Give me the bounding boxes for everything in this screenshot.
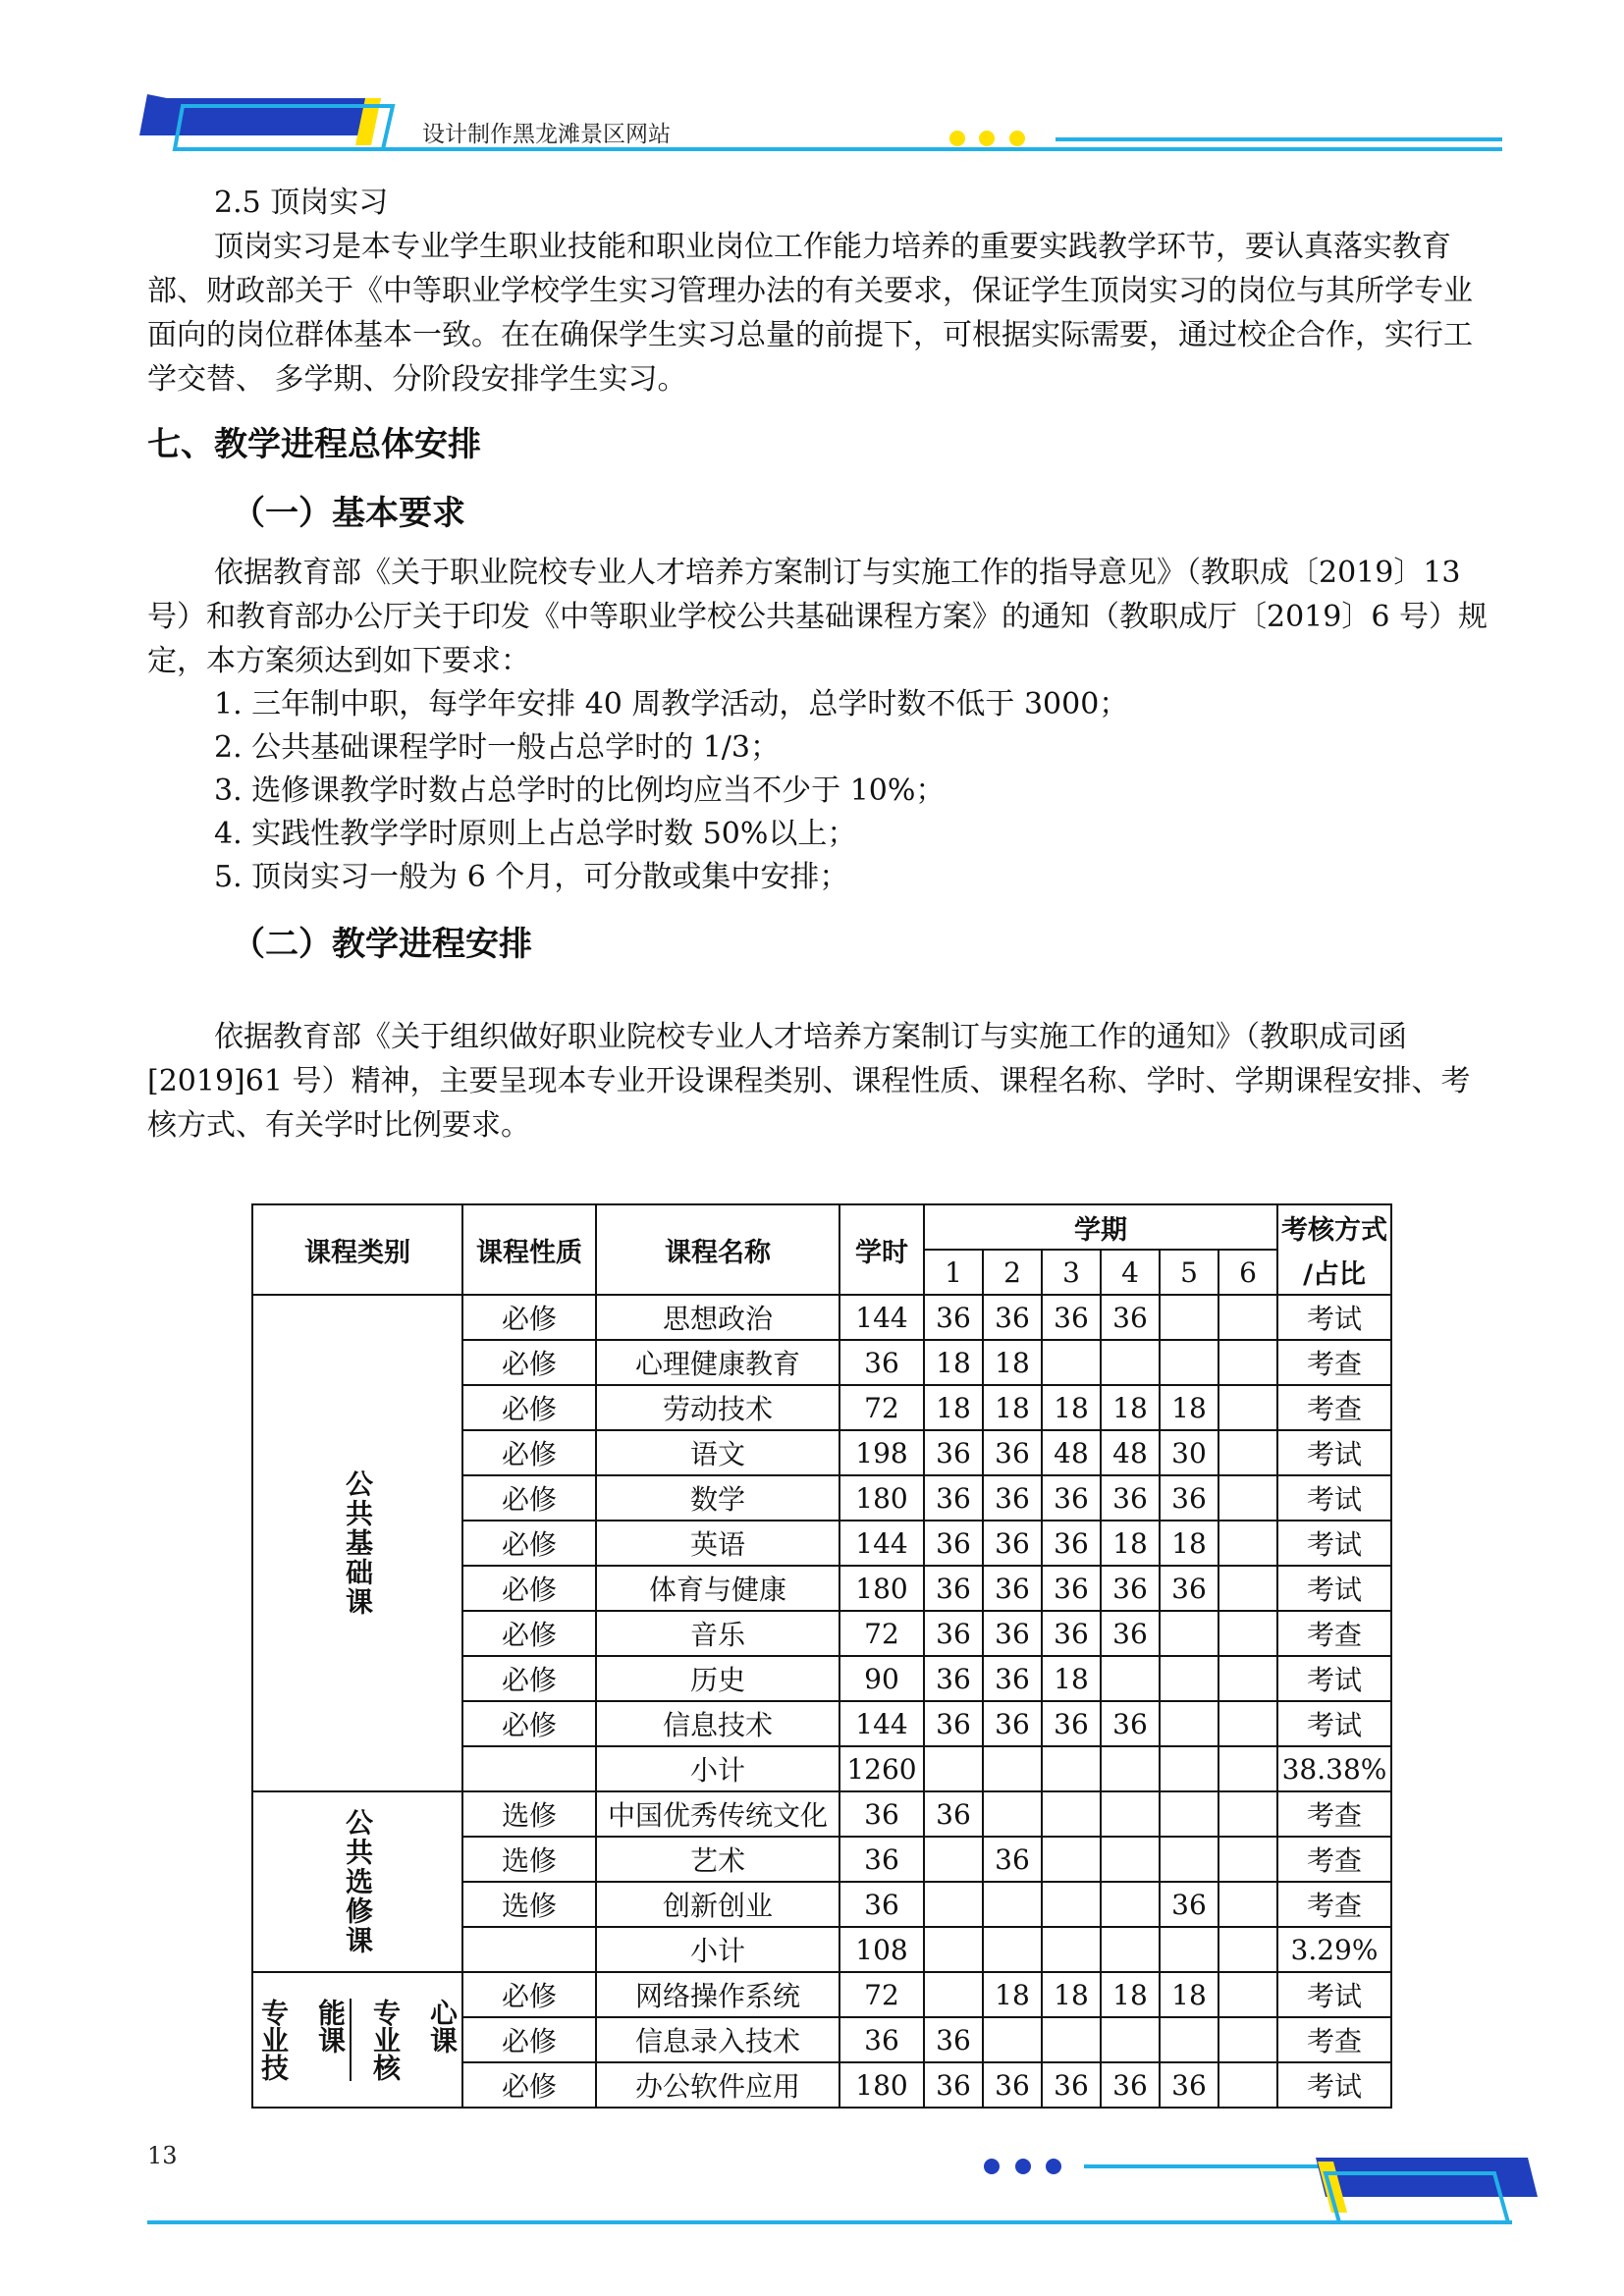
header-semester: 学期 <box>924 1204 1277 1250</box>
semester-cell <box>924 1837 983 1882</box>
category-cell <box>252 1791 462 1972</box>
nature-cell: 必修 <box>462 1430 596 1475</box>
semester-cell: 36 <box>924 1430 983 1475</box>
semester-cell <box>1218 1385 1277 1430</box>
header-assessment-2: /占比 <box>1277 1250 1391 1295</box>
assessment-cell: 考查 <box>1277 1837 1391 1882</box>
assessment-cell: 考试 <box>1277 1295 1391 1340</box>
assessment-cell: 38.38% <box>1277 1746 1391 1791</box>
semester-cell <box>1042 1746 1101 1791</box>
semester-cell <box>1218 2017 1277 2062</box>
hours-cell: 1260 <box>839 1746 924 1791</box>
course-name-cell: 信息录入技术 <box>596 2017 839 2062</box>
semester-cell: 36 <box>924 2017 983 2062</box>
course-name-cell: 音乐 <box>596 1611 839 1656</box>
semester-cell: 36 <box>1160 1475 1218 1521</box>
semester-cell: 36 <box>983 1521 1042 1566</box>
assessment-cell: 考试 <box>1277 2062 1391 2108</box>
course-name-cell: 体育与健康 <box>596 1566 839 1611</box>
semester-cell <box>1101 1837 1160 1882</box>
semester-cell: 36 <box>983 1701 1042 1746</box>
nature-cell: 必修 <box>462 2062 596 2108</box>
semester-cell <box>1101 1927 1160 1972</box>
semester-cell: 36 <box>1160 2062 1218 2108</box>
semester-cell <box>1101 2017 1160 2062</box>
nature-cell: 必修 <box>462 1475 596 1521</box>
category-label: 公共选修课 <box>342 1808 374 1955</box>
category-label: 公共基础课 <box>342 1469 374 1617</box>
hours-cell: 144 <box>839 1701 924 1746</box>
hours-cell: 180 <box>839 1566 924 1611</box>
semester-cell <box>1218 1295 1277 1340</box>
semester-cell <box>1218 1791 1277 1837</box>
section-2-5-paragraph: 顶岗实习是本专业学生职业技能和职业岗位工作能力培养的重要实践教学环节，要认真落实教育部、财政部关于《中等职业学校学生实习管理办法的有关要求，保证学生顶岗实习的岗位与其所学专业面向的岗位群体基本一致。在在确保学生实习总量的前提下，可根据实际需要，通过校企合作，实行工学交替、 多学期、分阶段安排学生实习。 <box>147 230 1473 397</box>
course-name-cell: 艺术 <box>596 1837 839 1882</box>
semester-cell: 18 <box>1042 1385 1101 1430</box>
semester-cell <box>983 2017 1042 2062</box>
semester-cell: 48 <box>1101 1430 1160 1475</box>
semester-cell <box>1042 1882 1101 1927</box>
hours-cell: 72 <box>839 1385 924 1430</box>
semester-cell: 36 <box>924 1566 983 1611</box>
semester-cell: 36 <box>983 1611 1042 1656</box>
semester-cell <box>1042 1837 1101 1882</box>
course-name-cell: 劳动技术 <box>596 1385 839 1430</box>
subsection-2-title: （二）教学进程安排 <box>232 925 532 964</box>
requirement-item-5: 5. 顶岗实习一般为 6 个月，可分散或集中安排； <box>214 860 849 894</box>
assessment-cell: 考试 <box>1277 1430 1391 1475</box>
semester-cell <box>1160 1837 1218 1882</box>
assessment-cell: 考查 <box>1277 1385 1391 1430</box>
hours-cell: 36 <box>839 1791 924 1837</box>
semester-cell: 36 <box>1101 1295 1160 1340</box>
category-cell <box>252 1295 462 1791</box>
page-content <box>147 181 1489 1148</box>
semester-cell <box>924 1882 983 1927</box>
semester-cell: 36 <box>1042 1701 1101 1746</box>
semester-cell: 36 <box>924 1791 983 1837</box>
section-7-title: 七、教学进程总体安排 <box>147 425 481 464</box>
course-name-cell: 思想政治 <box>596 1295 839 1340</box>
semester-cell: 36 <box>1160 1882 1218 1927</box>
semester-cell: 36 <box>924 1521 983 1566</box>
header-title: 设计制作黑龙滩景区网站 <box>422 122 671 147</box>
semester-cell <box>1218 1746 1277 1791</box>
semester-cell <box>1160 1656 1218 1701</box>
subsection-1-title: （一）基本要求 <box>232 494 465 533</box>
semester-cell: 36 <box>1101 2062 1160 2108</box>
nature-cell: 必修 <box>462 1656 596 1701</box>
category-label: 能课 <box>314 1999 347 2054</box>
semester-cell <box>983 1791 1042 1837</box>
course-name-cell: 创新创业 <box>596 1882 839 1927</box>
semester-cell: 18 <box>983 1385 1042 1430</box>
semester-cell <box>1101 1746 1160 1791</box>
semester-cell: 36 <box>924 1611 983 1656</box>
semester-cell <box>1101 1791 1160 1837</box>
semester-cell: 30 <box>1160 1430 1218 1475</box>
semester-cell: 18 <box>983 1340 1042 1385</box>
semester-cell <box>1218 1701 1277 1746</box>
assessment-cell: 考查 <box>1277 1882 1391 1927</box>
semester-cell: 18 <box>924 1340 983 1385</box>
nature-cell: 必修 <box>462 2017 596 2062</box>
header-semester-4: 4 <box>1101 1250 1160 1295</box>
assessment-cell: 考查 <box>1277 1611 1391 1656</box>
semester-cell: 36 <box>983 1656 1042 1701</box>
semester-cell <box>1160 1701 1218 1746</box>
semester-cell: 36 <box>924 2062 983 2108</box>
hours-cell: 108 <box>839 1927 924 1972</box>
hours-cell: 72 <box>839 1972 924 2017</box>
header-semester-3: 3 <box>1042 1250 1101 1295</box>
semester-cell: 36 <box>983 1475 1042 1521</box>
semester-cell: 36 <box>924 1475 983 1521</box>
hours-cell: 180 <box>839 1475 924 1521</box>
semester-cell: 48 <box>1042 1430 1101 1475</box>
nature-cell: 必修 <box>462 1972 596 2017</box>
semester-cell: 36 <box>983 2062 1042 2108</box>
nature-cell: 选修 <box>462 1791 596 1837</box>
assessment-cell: 3.29% <box>1277 1927 1391 1972</box>
course-name-cell: 数学 <box>596 1475 839 1521</box>
semester-cell <box>1160 1927 1218 1972</box>
course-name-cell: 中国优秀传统文化 <box>596 1791 839 1837</box>
semester-cell <box>924 1927 983 1972</box>
requirement-item-4: 4. 实践性教学学时原则上占总学时数 50%以上； <box>214 817 857 851</box>
semester-cell <box>1042 1791 1101 1837</box>
semester-cell <box>1160 1295 1218 1340</box>
hours-cell: 36 <box>839 1340 924 1385</box>
header-nature: 课程性质 <box>462 1204 596 1295</box>
nature-cell: 必修 <box>462 1295 596 1340</box>
course-name-cell: 心理健康教育 <box>596 1340 839 1385</box>
assessment-cell: 考试 <box>1277 1521 1391 1566</box>
course-name-cell: 小计 <box>596 1927 839 1972</box>
subsection-2-paragraph: 依据教育部《关于组织做好职业院校专业人才培养方案制订与实施工作的通知》（教职成司函[2019]61 号）精神，主要呈现本专业开设课程类别、课程性质、课程名称、学时、学期课程安排、考核方式、有关学时比例要求。 <box>147 1020 1471 1143</box>
semester-cell <box>1042 2017 1101 2062</box>
assessment-cell: 考查 <box>1277 1340 1391 1385</box>
semester-cell: 36 <box>1042 1475 1101 1521</box>
nature-cell: 必修 <box>462 1566 596 1611</box>
assessment-cell: 考查 <box>1277 1791 1391 1837</box>
requirement-item-2: 2. 公共基础课程学时一般占总学时的 1/3； <box>214 730 780 765</box>
semester-cell: 36 <box>1101 1611 1160 1656</box>
semester-cell: 36 <box>924 1701 983 1746</box>
section-heading-2-5: 2.5 顶岗实习 <box>214 186 389 220</box>
semester-cell <box>1101 1656 1160 1701</box>
header-semester-6: 6 <box>1218 1250 1277 1295</box>
semester-cell <box>1160 2017 1218 2062</box>
hours-cell: 144 <box>839 1521 924 1566</box>
nature-cell: 选修 <box>462 1882 596 1927</box>
course-schedule-table <box>251 1203 1392 2109</box>
semester-cell: 36 <box>983 1430 1042 1475</box>
semester-cell <box>983 1927 1042 1972</box>
semester-cell: 18 <box>1101 1521 1160 1566</box>
semester-cell <box>1042 1927 1101 1972</box>
assessment-cell: 考试 <box>1277 1475 1391 1521</box>
semester-cell: 36 <box>1101 1701 1160 1746</box>
semester-cell: 18 <box>1160 1385 1218 1430</box>
course-name-cell: 语文 <box>596 1430 839 1475</box>
hours-cell: 180 <box>839 2062 924 2108</box>
semester-cell <box>1160 1611 1218 1656</box>
semester-cell <box>1218 2062 1277 2108</box>
semester-cell: 36 <box>924 1295 983 1340</box>
semester-cell: 36 <box>1160 1566 1218 1611</box>
hours-cell: 36 <box>839 2017 924 2062</box>
semester-cell <box>1218 1566 1277 1611</box>
semester-cell <box>1042 1340 1101 1385</box>
requirement-item-1: 1. 三年制中职，每学年安排 40 周教学活动，总学时数不低于 3000； <box>214 687 1129 721</box>
course-name-cell: 网络操作系统 <box>596 1972 839 2017</box>
semester-cell: 18 <box>1042 1972 1101 2017</box>
semester-cell: 18 <box>1160 1972 1218 2017</box>
semester-cell: 36 <box>924 1656 983 1701</box>
semester-cell <box>1218 1475 1277 1521</box>
category-label: 心课 <box>426 1999 459 2054</box>
nature-cell: 必修 <box>462 1701 596 1746</box>
requirement-item-3: 3. 选修课教学时数占总学时的比例均应当不少于 10%； <box>214 774 946 808</box>
semester-cell <box>1218 1430 1277 1475</box>
page-number: 13 <box>147 2142 178 2169</box>
semester-cell <box>1101 1882 1160 1927</box>
semester-cell: 18 <box>924 1385 983 1430</box>
semester-cell: 36 <box>1101 1475 1160 1521</box>
hours-cell: 144 <box>839 1295 924 1340</box>
subsection-1-paragraph: 依据教育部《关于职业院校专业人才培养方案制订与实施工作的指导意见》（教职成〔2019〕13 号）和教育部办公厅关于印发《中等职业学校公共基础课程方案》的通知（教职成厅〔2019〕6 号）规定，本方案须达到如下要求： <box>147 556 1488 678</box>
semester-cell: 36 <box>1042 2062 1101 2108</box>
assessment-cell: 考试 <box>1277 1566 1391 1611</box>
nature-cell <box>462 1927 596 1972</box>
header-semester-1: 1 <box>924 1250 983 1295</box>
semester-cell <box>1218 1611 1277 1656</box>
category-label: 专业核 <box>369 1999 402 2081</box>
hours-cell: 36 <box>839 1882 924 1927</box>
semester-cell <box>1160 1340 1218 1385</box>
semester-cell <box>1160 1791 1218 1837</box>
course-name-cell: 英语 <box>596 1521 839 1566</box>
course-name-cell: 办公软件应用 <box>596 2062 839 2108</box>
semester-cell: 18 <box>983 1972 1042 2017</box>
header-name: 课程名称 <box>596 1204 839 1295</box>
nature-cell: 必修 <box>462 1385 596 1430</box>
semester-cell: 18 <box>1101 1385 1160 1430</box>
course-name-cell: 历史 <box>596 1656 839 1701</box>
header-semester-5: 5 <box>1160 1250 1218 1295</box>
header-semester-2: 2 <box>983 1250 1042 1295</box>
semester-cell: 36 <box>1101 1566 1160 1611</box>
semester-cell: 36 <box>983 1295 1042 1340</box>
nature-cell: 选修 <box>462 1837 596 1882</box>
semester-cell <box>1218 1521 1277 1566</box>
nature-cell: 必修 <box>462 1611 596 1656</box>
semester-cell <box>983 1746 1042 1791</box>
course-name-cell: 小计 <box>596 1746 839 1791</box>
semester-cell: 36 <box>1042 1611 1101 1656</box>
assessment-cell: 考试 <box>1277 1701 1391 1746</box>
footer-decoration <box>0 2120 1624 2258</box>
semester-cell <box>1160 1746 1218 1791</box>
semester-cell <box>1218 1972 1277 2017</box>
assessment-cell: 考查 <box>1277 2017 1391 2062</box>
semester-cell <box>924 1746 983 1791</box>
nature-cell: 必修 <box>462 1521 596 1566</box>
semester-cell: 36 <box>1042 1295 1101 1340</box>
table-row <box>252 1295 1391 1340</box>
nature-cell: 必修 <box>462 1340 596 1385</box>
semester-cell <box>1218 1927 1277 1972</box>
semester-cell: 18 <box>1101 1972 1160 2017</box>
semester-cell: 36 <box>1042 1521 1101 1566</box>
semester-cell: 36 <box>983 1566 1042 1611</box>
table-row <box>252 1791 1391 1837</box>
hours-cell: 198 <box>839 1430 924 1475</box>
semester-cell: 36 <box>983 1837 1042 1882</box>
hours-cell: 36 <box>839 1837 924 1882</box>
header-hours: 学时 <box>839 1204 924 1295</box>
semester-cell <box>1218 1882 1277 1927</box>
assessment-cell: 考试 <box>1277 1656 1391 1701</box>
semester-cell: 36 <box>1042 1566 1101 1611</box>
header-assessment-1: 考核方式 <box>1277 1204 1391 1250</box>
semester-cell <box>924 1972 983 2017</box>
hours-cell: 90 <box>839 1656 924 1701</box>
table-row <box>252 1972 1391 2017</box>
header-decoration <box>0 0 1624 167</box>
assessment-cell: 考试 <box>1277 1972 1391 2017</box>
semester-cell <box>983 1882 1042 1927</box>
hours-cell: 72 <box>839 1611 924 1656</box>
semester-cell <box>1218 1656 1277 1701</box>
semester-cell: 18 <box>1042 1656 1101 1701</box>
semester-cell <box>1101 1340 1160 1385</box>
nature-cell <box>462 1746 596 1791</box>
category-cell <box>252 1972 462 2108</box>
semester-cell <box>1218 1837 1277 1882</box>
semester-cell: 18 <box>1160 1521 1218 1566</box>
semester-cell <box>1218 1340 1277 1385</box>
category-label: 专业技 <box>257 1999 290 2081</box>
course-name-cell: 信息技术 <box>596 1701 839 1746</box>
header-category: 课程类别 <box>252 1204 462 1295</box>
